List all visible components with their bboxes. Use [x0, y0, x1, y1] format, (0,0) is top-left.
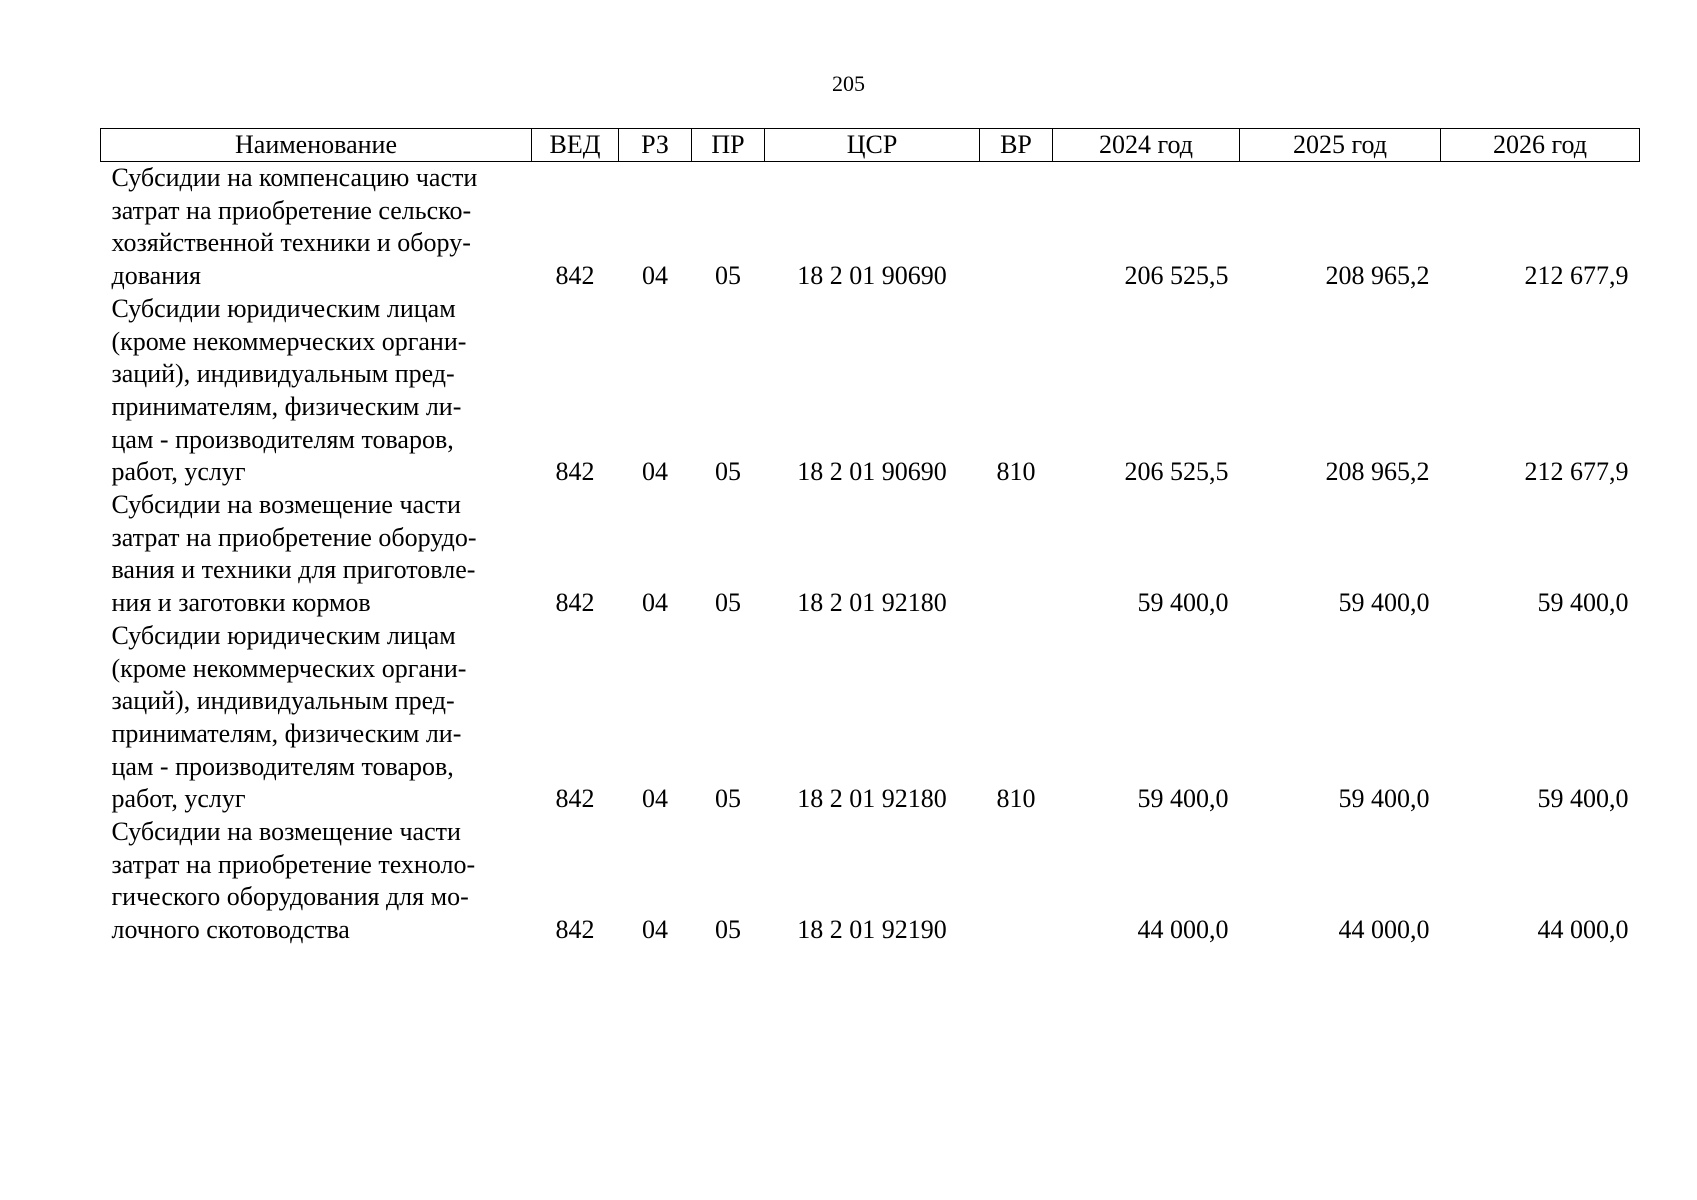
cell-2026: 59 400,0 [1537, 784, 1629, 814]
cell-2025: 208 965,2 [1325, 457, 1430, 487]
cell-csr: 18 2 01 92180 [797, 588, 947, 618]
name-line: затрат на приобретение оборудо- [111, 522, 477, 552]
cell-pr: 05 [715, 784, 741, 814]
name-line: Субсидии юридическим лицам [111, 620, 456, 650]
cell-pr: 05 [715, 457, 741, 487]
cell-name [101, 620, 532, 816]
cell-csr: 18 2 01 92190 [797, 915, 947, 945]
cell-vr: 810 [996, 784, 1036, 814]
cell-name [101, 816, 532, 947]
name-line: лочного скотоводства [111, 915, 350, 945]
header-row [101, 129, 1640, 162]
cell-vr: 810 [996, 457, 1036, 487]
cell-2024: 44 000,0 [1137, 915, 1229, 945]
cell-ved: 842 [555, 261, 595, 291]
cell-2024: 59 400,0 [1137, 588, 1229, 618]
cell-2025: 59 400,0 [1338, 588, 1430, 618]
name-line: работ, услуг [111, 784, 246, 814]
cell-vr [980, 162, 1053, 293]
name-line: заций), индивидуальным пред- [111, 359, 455, 389]
cell-pr: 05 [715, 588, 741, 618]
cell-2026: 212 677,9 [1524, 261, 1629, 291]
table-header [101, 129, 1640, 162]
table-row [101, 620, 1640, 816]
name-line: цам - производителям товаров, [111, 424, 454, 454]
cell-name [101, 489, 532, 620]
header-vr: ВР [980, 129, 1053, 162]
cell-rz: 04 [642, 588, 668, 618]
cell-ved: 842 [555, 915, 595, 945]
header-csr: ЦСР [765, 129, 980, 162]
cell-2024: 206 525,5 [1124, 261, 1229, 291]
page-number: 205 [832, 71, 865, 96]
cell-pr: 05 [715, 915, 741, 945]
cell-vr [980, 489, 1053, 620]
cell-rz: 04 [642, 915, 668, 945]
header-name: Наименование [101, 129, 532, 162]
name-line: принимателям, физическим ли- [111, 391, 462, 421]
cell-2026: 212 677,9 [1524, 457, 1629, 487]
cell-2025: 59 400,0 [1338, 784, 1430, 814]
name-line: ния и заготовки кормов [111, 588, 371, 618]
cell-pr: 05 [715, 261, 741, 291]
name-line: хозяйственной техники и обору- [111, 228, 471, 258]
name-line: вания и техники для приготовле- [111, 555, 476, 585]
name-line: гического оборудования для мо- [111, 882, 469, 912]
cell-2024: 59 400,0 [1137, 784, 1229, 814]
cell-name [101, 293, 532, 489]
name-line: работ, услуг [111, 457, 246, 487]
table-row [101, 816, 1640, 947]
cell-rz: 04 [642, 457, 668, 487]
table-row [101, 489, 1640, 620]
name-line: затрат на приобретение сельско- [111, 195, 472, 225]
cell-2025: 44 000,0 [1338, 915, 1430, 945]
cell-2026: 44 000,0 [1537, 915, 1629, 945]
cell-ved: 842 [555, 457, 595, 487]
name-line: Субсидии юридическим лицам [111, 293, 456, 323]
cell-ved: 842 [555, 784, 595, 814]
name-line: Субсидии на компенсацию части [111, 163, 478, 192]
name-line: принимателям, физическим ли- [111, 718, 462, 748]
header-pr: ПР [692, 129, 765, 162]
name-line: (кроме некоммерческих органи- [111, 326, 467, 356]
cell-2026: 59 400,0 [1537, 588, 1629, 618]
header-2024: 2024 год [1053, 129, 1240, 162]
cell-2025: 208 965,2 [1325, 261, 1430, 291]
name-line: цам - производителям товаров, [111, 751, 454, 781]
name-line: Субсидии на возмещение части [111, 817, 461, 847]
name-line: (кроме некоммерческих органи- [111, 653, 467, 683]
header-ved: ВЕД [532, 129, 619, 162]
table-row [101, 162, 1640, 293]
table-body [101, 162, 1640, 947]
budget-table [100, 128, 1640, 947]
cell-2024: 206 525,5 [1124, 457, 1229, 487]
cell-ved: 842 [555, 588, 595, 618]
cell-csr: 18 2 01 90690 [797, 457, 947, 487]
cell-rz: 04 [642, 261, 668, 291]
header-2026: 2026 год [1441, 129, 1640, 162]
cell-vr [980, 816, 1053, 947]
name-line: Субсидии на возмещение части [111, 490, 461, 520]
name-line: дования [111, 261, 201, 291]
header-rz: РЗ [619, 129, 692, 162]
cell-csr: 18 2 01 92180 [797, 784, 947, 814]
cell-rz: 04 [642, 784, 668, 814]
name-line: заций), индивидуальным пред- [111, 686, 455, 716]
cell-csr: 18 2 01 90690 [797, 261, 947, 291]
table-row [101, 293, 1640, 489]
name-line: затрат на приобретение техноло- [111, 849, 476, 879]
header-2025: 2025 год [1240, 129, 1441, 162]
cell-name [101, 162, 532, 293]
